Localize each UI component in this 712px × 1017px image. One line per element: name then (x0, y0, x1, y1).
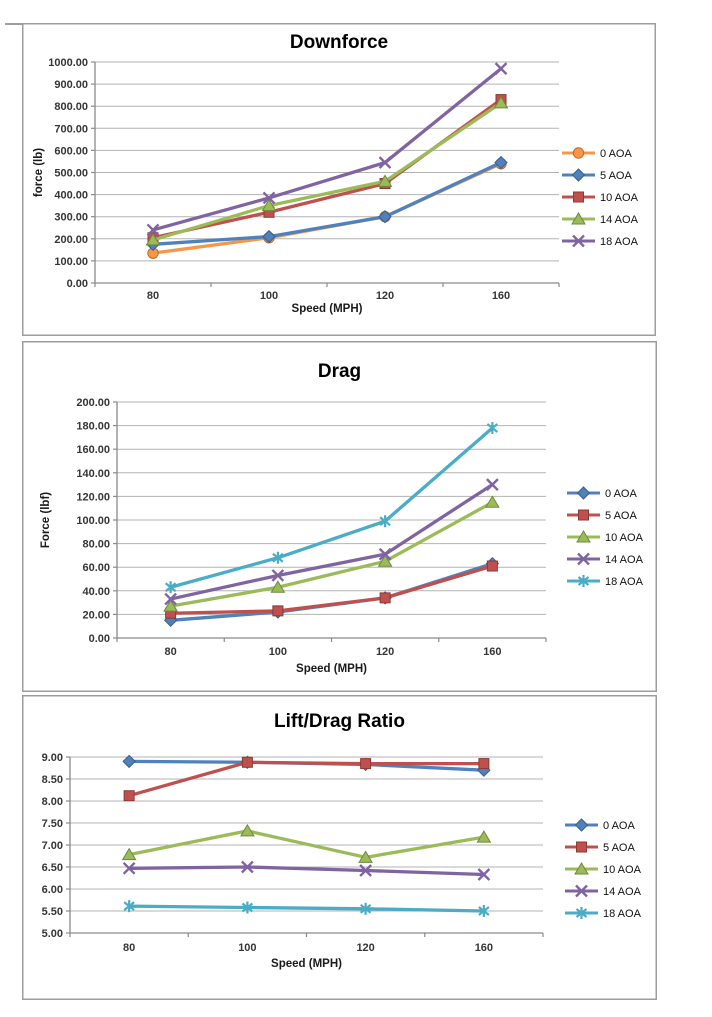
legend-entry-label: 10 AOA (603, 864, 641, 876)
legend-entry-label: 0 AOA (600, 148, 632, 160)
legend-entry-label: 14 AOA (603, 886, 641, 898)
legend-entry-label: 18 AOA (605, 576, 643, 588)
x-tick-label: 100 (268, 646, 288, 658)
x-tick-label: 80 (164, 646, 177, 658)
y-tick-label: 5.50 (41, 906, 63, 918)
y-tick-label: 8.00 (41, 796, 63, 808)
y-tick-label: 200.00 (76, 397, 110, 409)
y-tick-label: 6.00 (41, 884, 63, 896)
lift-drag-ratio-chart[interactable] (22, 695, 657, 1000)
legend-entry-label: 18 AOA (603, 908, 641, 920)
x-tick-label: 120 (375, 646, 395, 658)
y-tick-label: 200.00 (54, 233, 88, 246)
legend-entry-10-aoa[interactable] (562, 192, 639, 204)
y-tick-label: 100.00 (76, 515, 110, 527)
y-axis-title: Force (lbf) (40, 491, 52, 549)
y-tick-label: 600.00 (54, 145, 88, 158)
x-tick-label: 120 (375, 290, 395, 302)
y-tick-label: 300.00 (54, 211, 88, 224)
downforce-chart[interactable] (22, 23, 656, 336)
chart-frame (23, 696, 657, 1000)
y-tick-label: 160.00 (76, 444, 110, 457)
downforce-chart-canvas (22, 23, 656, 336)
chart-title: Lift/Drag Ratio (274, 711, 405, 732)
x-tick-label: 100 (238, 942, 257, 954)
legend-entry-label: 5 AOA (605, 510, 637, 522)
y-tick-label: 40.00 (82, 585, 110, 598)
legend-entry-label: 0 AOA (605, 488, 637, 500)
y-tick-label: 100.00 (54, 255, 88, 268)
x-tick-label: 160 (474, 942, 494, 954)
legend-entry-label: 5 AOA (600, 170, 632, 182)
y-tick-label: 500.00 (54, 167, 88, 180)
chart-frame (23, 24, 656, 336)
legend-entry-14-aoa[interactable] (567, 554, 644, 567)
y-tick-label: 8.50 (41, 774, 63, 786)
legend-entry-label: 18 AOA (600, 236, 638, 248)
y-tick-label: 5.00 (41, 928, 63, 940)
y-tick-label: 700.00 (54, 123, 88, 136)
y-tick-label: 20.00 (82, 609, 110, 622)
y-tick-label: 0.00 (66, 278, 88, 290)
x-axis-title: Speed (MPH) (271, 958, 342, 970)
y-tick-label: 80.00 (82, 538, 110, 551)
y-tick-label: 7.50 (41, 818, 63, 830)
y-tick-label: 6.50 (41, 862, 63, 874)
chart-title: Downforce (289, 32, 389, 53)
legend-entry-label: 10 AOA (600, 192, 638, 204)
legend-entry-label: 14 AOA (605, 554, 643, 566)
y-tick-label: 180.00 (76, 420, 110, 433)
x-axis-title: Speed (MPH) (291, 303, 363, 315)
lift-drag-ratio-chart-canvas (22, 695, 657, 1000)
x-tick-label: 100 (259, 290, 279, 302)
drag-chart[interactable] (22, 341, 657, 692)
frame-line (5, 23, 23, 25)
legend-entry-label: 0 AOA (603, 820, 635, 832)
x-tick-label: 160 (491, 290, 511, 302)
legend-entry-label: 14 AOA (600, 214, 638, 226)
y-tick-label: 1000.00 (48, 57, 88, 69)
x-tick-label: 80 (123, 942, 136, 954)
y-axis-title: force (lb) (33, 147, 45, 198)
chart-frame (23, 342, 657, 692)
y-axis-tick-labels (42, 752, 63, 940)
legend-entry-14-aoa[interactable] (565, 886, 642, 899)
y-tick-label: 7.00 (41, 840, 63, 852)
y-tick-label: 140.00 (76, 467, 110, 480)
legend-entry-18-aoa[interactable] (562, 236, 639, 249)
drag-chart-canvas (22, 341, 657, 692)
x-tick-label: 80 (146, 290, 160, 302)
y-tick-label: 800.00 (54, 101, 88, 114)
legend-entry-label: 10 AOA (605, 532, 643, 544)
chart-title: Drag (317, 361, 362, 382)
legend-entry-label: 5 AOA (603, 842, 635, 854)
y-tick-label: 60.00 (82, 562, 110, 575)
x-tick-label: 160 (483, 646, 502, 658)
y-tick-label: 9.00 (41, 752, 63, 764)
y-tick-label: 900.00 (54, 79, 88, 92)
y-tick-label: 0.00 (88, 633, 110, 645)
y-tick-label: 400.00 (54, 189, 88, 202)
x-axis-title: Speed (MPH) (296, 663, 367, 675)
x-tick-label: 120 (356, 942, 375, 954)
y-tick-label: 120.00 (76, 491, 110, 504)
